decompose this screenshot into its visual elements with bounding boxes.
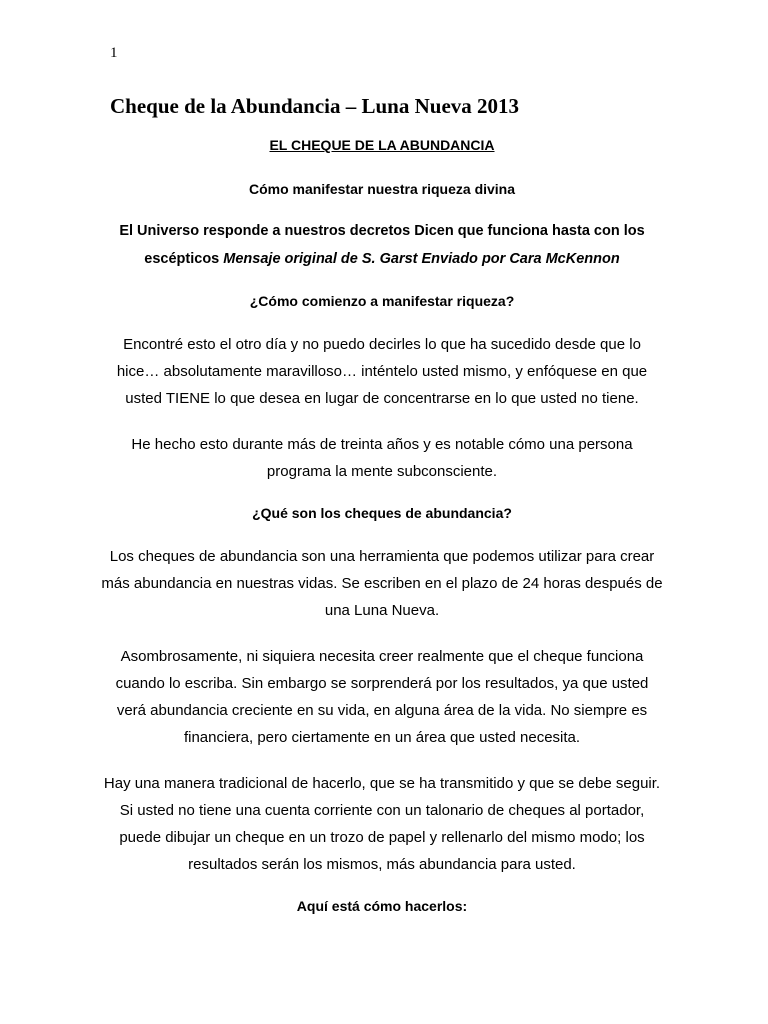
paragraph-amazingly: Asombrosamente, ni siquiera necesita creer realmente que el cheque funciona cuando lo escriba. Sin embargo se sorprenderá por los resultados, ya que usted verá abundancia creciente en su vida, en alguna área de la vida. No siempre es financiera, pero ciertamente en un área que usted necesita. [115,648,649,746]
page-number: 1 [110,45,118,61]
intro-paragraph [100,217,664,273]
question-how-to-make: Aquí está cómo hacerlos: [296,898,468,914]
document-body [100,135,664,917]
intro-text: El Universo responde a nuestros decretos Dicen que funciona hasta con los escépticos [119,223,645,267]
question-what-are-cheques: ¿Qué son los cheques de abundancia? [252,505,512,521]
paragraph-traditional-way: Hay una manera tradicional de hacerlo, que se ha transmitido y que se debe seguir. Si usted no tiene una cuenta corriente con un talonario de cheques al portador, puede dibujar un cheque en un trozo de papel y rellenarlo del mismo modo; los resultados serán los mismos, más abundancia para usted. [103,775,661,873]
paragraph-found-this: Encontré esto el otro día y no puedo decirles lo que ha sucedido desde que lo hice… absolutamente maravilloso… inténtelo usted mismo, y enfóquese en que usted TIENE lo que desea en lugar de concentrarse en lo que usted no tiene. [116,336,648,407]
question-how-start: ¿Cómo comienzo a manifestar riqueza? [249,293,515,309]
intro-italic: Mensaje original de S. Garst Enviado por Cara McKennon [223,251,620,267]
subtitle: Cómo manifestar nuestra riqueza divina [248,181,516,197]
paragraph-cheques-tool: Los cheques de abundancia son una herramienta que podemos utilizar para crear más abundancia en nuestras vidas. Se escriben en el plazo de 24 horas después de una Luna Nueva. [101,548,663,619]
paragraph-thirty-years: He hecho esto durante más de treinta años y es notable cómo una persona programa la mente subconsciente. [131,436,633,480]
document-title: Cheque de la Abundancia – Luna Nueva 2013 [110,94,520,118]
section-heading: EL CHEQUE DE LA ABUNDANCIA [269,137,495,153]
